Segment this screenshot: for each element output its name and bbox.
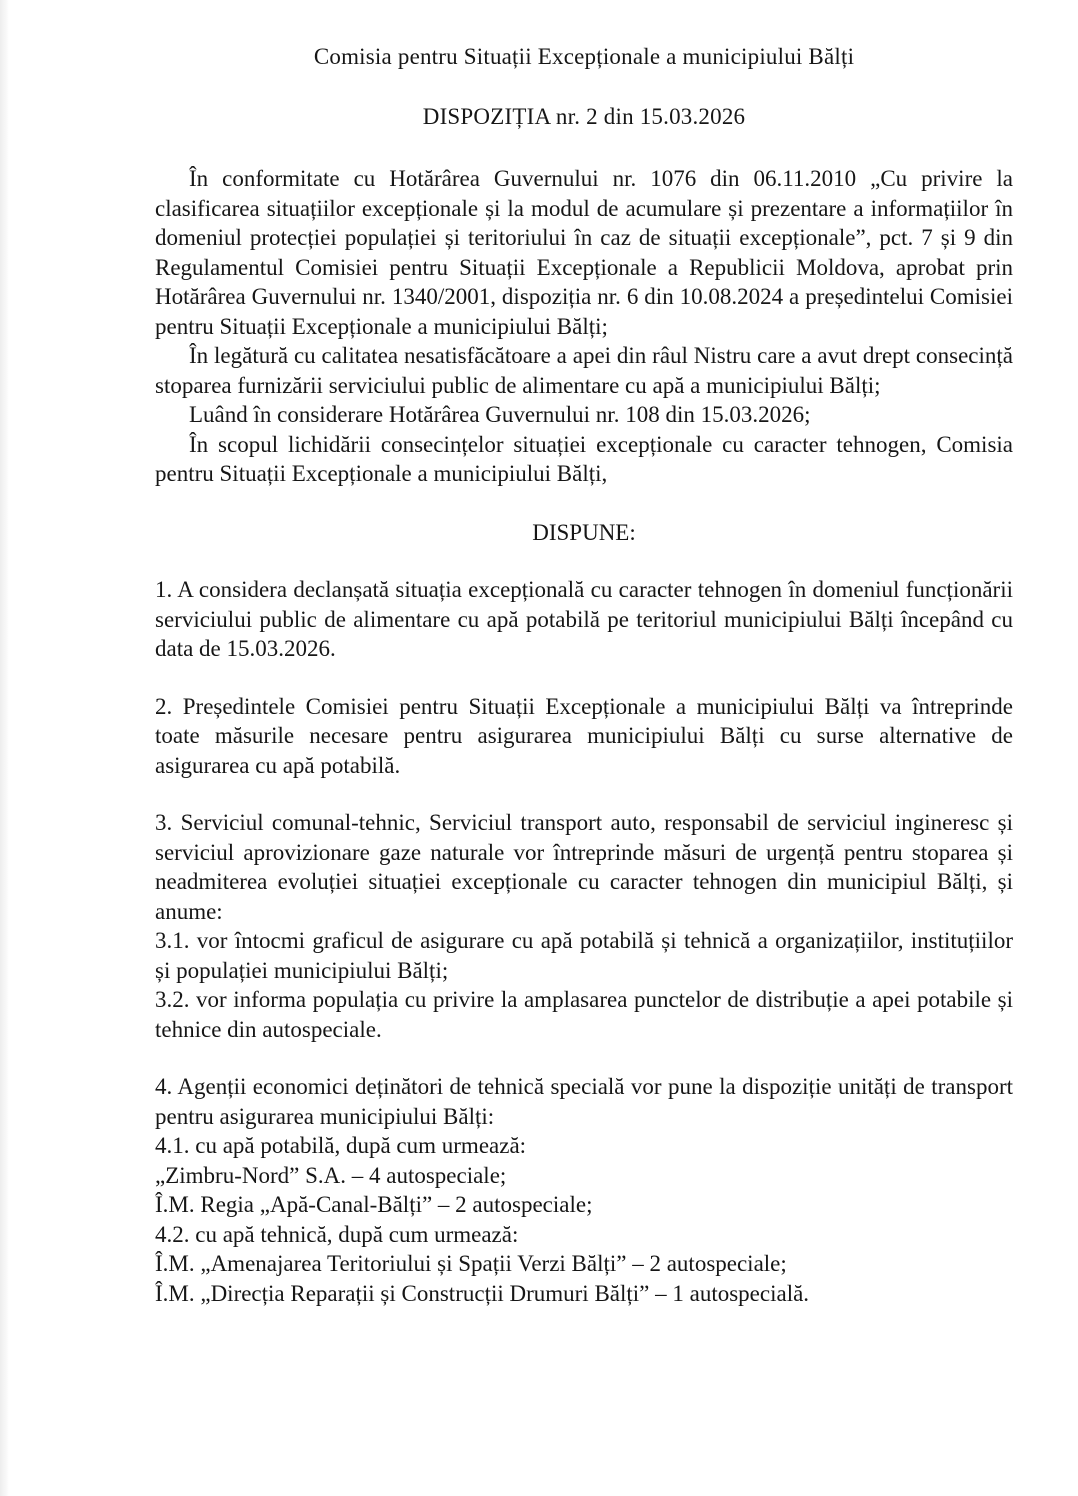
order-item-1: [155, 575, 1013, 664]
list-line-directia-reparatii: Î.M. „Direcția Reparații și Construcții Drumuri Bălți” – 1 autospecială.: [155, 1280, 810, 1306]
document-title: Comisia pentru Situații Excepționale a municipiului Bălți: [313, 44, 855, 69]
preamble-paragraph: În legătură cu calitatea nesatisfăcătoare a apei din râul Nistru care a avut drept consecință stoparea furnizării serviciului public de alimentare cu apă a municipiului Bălți;: [155, 343, 1013, 398]
order-paragraph: 3. Serviciul comunal-tehnic, Serviciul transport auto, responsabil de serviciul ingineresc și serviciul aprovizionare gaze naturale vor întreprinde măsuri de urgență pentru stoparea și neadmiterea evoluției situației excepționale cu caracter tehnogen din municipiul Bălți, și anume:: [155, 810, 1013, 924]
preamble-paragraph: Luând în considerare Hotărârea Guvernului nr. 108 din 15.03.2026;: [189, 402, 811, 427]
order-paragraph: 1. A considera declanșată situația excepțională cu caracter tehnogen în domeniul funcționării serviciului public de alimentare cu apă potabilă pe teritoriul municipiului Bălți începând cu data de 15.03.2026.: [155, 577, 1013, 661]
order-item-3: [155, 808, 1013, 1044]
document-content: [155, 42, 1013, 1308]
order-subparagraph-3-2: 3.2. vor informa populația cu privire la amplasarea punctelor de distribuție a apei potabile și tehnice din autospeciale.: [155, 987, 1013, 1042]
preamble: [155, 164, 1013, 489]
preamble-paragraph: În scopul lichidării consecințelor situației excepționale cu caracter tehnogen, Comisia pentru Situații Excepționale a municipiului Bălți,: [155, 431, 1013, 486]
order-item-4: [155, 1072, 1013, 1308]
list-line-zimbru-nord: „Zimbru-Nord” S.A. – 4 autospeciale;: [155, 1162, 507, 1188]
order-subparagraph-3-1: 3.1. vor întocmi graficul de asigurare cu apă potabilă și tehnică a organizațiilor, instituțiilor și populației municipiului Bălți;: [155, 928, 1013, 983]
order-item-2: [155, 692, 1013, 781]
document-number-line: DISPOZIȚIA nr. 2 din 15.03.2026: [422, 103, 746, 129]
order-subparagraph-4-2: 4.2. cu apă tehnică, după cum urmează:: [155, 1221, 519, 1247]
order-paragraph: 4. Agenții economici deținători de tehnică specială vor pune la dispoziție unități de transport pentru asigurarea municipiului Bălți:: [155, 1074, 1013, 1129]
order-paragraph: 2. Președintele Comisiei pentru Situații Excepționale a municipiului Bălți va întreprinde toate măsurile necesare pentru asigurarea municipiului Bălți cu surse alternative de asigurarea cu apă potabilă.: [155, 693, 1013, 778]
list-line-apa-canal: Î.M. Regia „Apă-Canal-Bălți” – 2 autospeciale;: [155, 1192, 593, 1217]
order-subparagraph-4-1: 4.1. cu apă potabilă, după cum urmează:: [155, 1133, 527, 1158]
scan-edge-artifact: [0, 0, 9, 1496]
preamble-paragraph: În conformitate cu Hotărârea Guvernului nr. 1076 din 06.11.2010 „Cu privire la clasificarea situațiilor excepționale și la modul de acumulare și prezentare a informațiilor în domeniul protecției populației și teritoriului în caz de situații excepționale”, pct. 7 și 9 din Regulamentul Comisiei pentru Situații Excepționale a Republicii Moldova, aprobat prin Hotărârea Guvernului nr. 1340/2001, dispoziția nr. 6 din 10.08.2024 a președintelui Comisiei pentru Situații Excepționale a municipiului Bălți;: [155, 166, 1013, 339]
list-line-amenajarea-teritoriului: Î.M. „Amenajarea Teritoriului și Spații Verzi Bălți” – 2 autospeciale;: [155, 1251, 787, 1276]
dispune-heading: DISPUNE:: [532, 519, 636, 545]
